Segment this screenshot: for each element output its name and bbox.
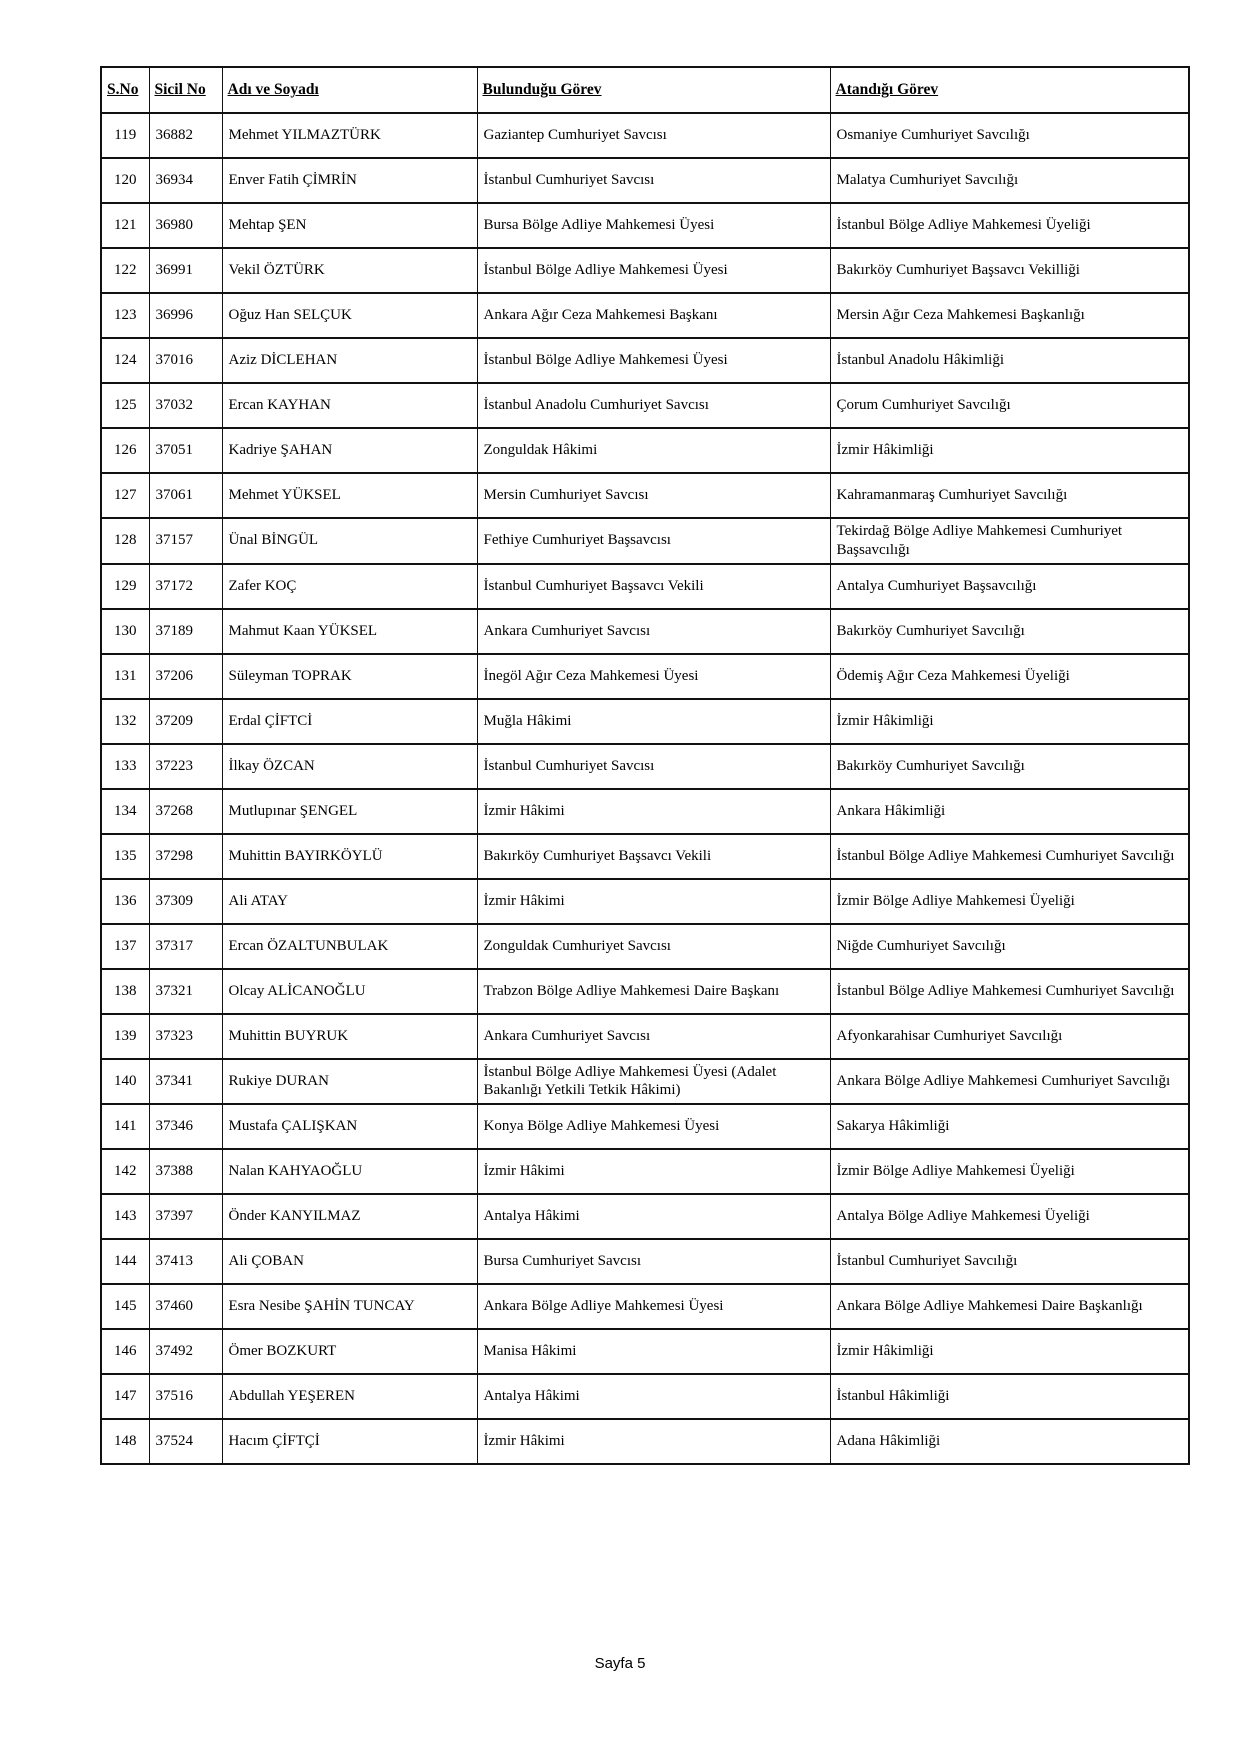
assigned-duty-cell: Çorum Cumhuriyet Savcılığı: [830, 383, 1189, 428]
table-row: [101, 293, 1189, 338]
registry-no-cell: 37206: [149, 654, 222, 699]
table-header-row: [101, 67, 1189, 113]
assigned-duty-cell: Kahramanmaraş Cumhuriyet Savcılığı: [830, 473, 1189, 518]
assigned-duty-cell: İzmir Bölge Adliye Mahkemesi Üyeliği: [830, 1149, 1189, 1194]
full-name-cell: Ercan KAYHAN: [222, 383, 477, 428]
registry-no-cell: 37189: [149, 609, 222, 654]
column-header-full-name: Adı ve Soyadı: [222, 67, 477, 113]
current-duty-cell: Mersin Cumhuriyet Savcısı: [477, 473, 830, 518]
full-name-cell: Zafer KOÇ: [222, 564, 477, 609]
current-duty-cell: Gaziantep Cumhuriyet Savcısı: [477, 113, 830, 158]
registry-no-cell: 36882: [149, 113, 222, 158]
current-duty-cell: İstanbul Bölge Adliye Mahkemesi Üyesi: [477, 248, 830, 293]
registry-no-cell: 37341: [149, 1059, 222, 1105]
full-name-cell: Esra Nesibe ŞAHİN TUNCAY: [222, 1284, 477, 1329]
full-name-cell: Abdullah YEŞEREN: [222, 1374, 477, 1419]
serial-no-cell: 133: [101, 744, 149, 789]
table-row: [101, 1419, 1189, 1464]
registry-no-cell: 37460: [149, 1284, 222, 1329]
registry-no-cell: 37321: [149, 969, 222, 1014]
assigned-duty-cell: Bakırköy Cumhuriyet Başsavcı Vekilliği: [830, 248, 1189, 293]
assigned-duty-cell: Antalya Cumhuriyet Başsavcılığı: [830, 564, 1189, 609]
table-row: [101, 1194, 1189, 1239]
column-header-serial-no: S.No: [101, 67, 149, 113]
current-duty-cell: Muğla Hâkimi: [477, 699, 830, 744]
current-duty-cell: İstanbul Cumhuriyet Savcısı: [477, 744, 830, 789]
full-name-cell: Mahmut Kaan YÜKSEL: [222, 609, 477, 654]
table-row: [101, 1284, 1189, 1329]
assigned-duty-cell: Osmaniye Cumhuriyet Savcılığı: [830, 113, 1189, 158]
registry-no-cell: 37061: [149, 473, 222, 518]
assigned-duty-cell: Bakırköy Cumhuriyet Savcılığı: [830, 744, 1189, 789]
registry-no-cell: 37413: [149, 1239, 222, 1284]
full-name-cell: Hacım ÇİFTÇİ: [222, 1419, 477, 1464]
assigned-duty-cell: Sakarya Hâkimliği: [830, 1104, 1189, 1149]
full-name-cell: Muhittin BUYRUK: [222, 1014, 477, 1059]
serial-no-cell: 127: [101, 473, 149, 518]
registry-no-cell: 37346: [149, 1104, 222, 1149]
serial-no-cell: 121: [101, 203, 149, 248]
serial-no-cell: 119: [101, 113, 149, 158]
serial-no-cell: 135: [101, 834, 149, 879]
serial-no-cell: 141: [101, 1104, 149, 1149]
registry-no-cell: 36991: [149, 248, 222, 293]
serial-no-cell: 139: [101, 1014, 149, 1059]
registry-no-cell: 37298: [149, 834, 222, 879]
serial-no-cell: 147: [101, 1374, 149, 1419]
current-duty-cell: Bakırköy Cumhuriyet Başsavcı Vekili: [477, 834, 830, 879]
full-name-cell: Enver Fatih ÇİMRİN: [222, 158, 477, 203]
assigned-duty-cell: İzmir Bölge Adliye Mahkemesi Üyeliği: [830, 879, 1189, 924]
assigned-duty-cell: İstanbul Bölge Adliye Mahkemesi Cumhuriyet Savcılığı: [830, 969, 1189, 1014]
table-row: [101, 744, 1189, 789]
current-duty-cell: Manisa Hâkimi: [477, 1329, 830, 1374]
full-name-cell: Süleyman TOPRAK: [222, 654, 477, 699]
current-duty-cell: Bursa Bölge Adliye Mahkemesi Üyesi: [477, 203, 830, 248]
serial-no-cell: 120: [101, 158, 149, 203]
assigned-duty-cell: Niğde Cumhuriyet Savcılığı: [830, 924, 1189, 969]
registry-no-cell: 37268: [149, 789, 222, 834]
current-duty-cell: Ankara Ağır Ceza Mahkemesi Başkanı: [477, 293, 830, 338]
current-duty-cell: İzmir Hâkimi: [477, 1149, 830, 1194]
full-name-cell: Vekil ÖZTÜRK: [222, 248, 477, 293]
serial-no-cell: 140: [101, 1059, 149, 1105]
table-row: [101, 969, 1189, 1014]
full-name-cell: Kadriye ŞAHAN: [222, 428, 477, 473]
full-name-cell: Erdal ÇİFTCİ: [222, 699, 477, 744]
full-name-cell: Muhittin BAYIRKÖYLÜ: [222, 834, 477, 879]
full-name-cell: Mehmet YILMAZTÜRK: [222, 113, 477, 158]
serial-no-cell: 124: [101, 338, 149, 383]
current-duty-cell: Zonguldak Hâkimi: [477, 428, 830, 473]
serial-no-cell: 145: [101, 1284, 149, 1329]
table-row: [101, 383, 1189, 428]
full-name-cell: Mehtap ŞEN: [222, 203, 477, 248]
table-row: [101, 338, 1189, 383]
full-name-cell: Mustafa ÇALIŞKAN: [222, 1104, 477, 1149]
full-name-cell: Ercan ÖZALTUNBULAK: [222, 924, 477, 969]
column-header-assigned-duty: Atandığı Görev: [830, 67, 1189, 113]
table-row: [101, 248, 1189, 293]
registry-no-cell: 37388: [149, 1149, 222, 1194]
registry-no-cell: 37016: [149, 338, 222, 383]
assigned-duty-cell: Ödemiş Ağır Ceza Mahkemesi Üyeliği: [830, 654, 1189, 699]
registry-no-cell: 37317: [149, 924, 222, 969]
table-row: [101, 158, 1189, 203]
registry-no-cell: 37309: [149, 879, 222, 924]
registry-no-cell: 37051: [149, 428, 222, 473]
serial-no-cell: 136: [101, 879, 149, 924]
table-row: [101, 113, 1189, 158]
assigned-duty-cell: Mersin Ağır Ceza Mahkemesi Başkanlığı: [830, 293, 1189, 338]
current-duty-cell: İstanbul Anadolu Cumhuriyet Savcısı: [477, 383, 830, 428]
assigned-duty-cell: İzmir Hâkimliği: [830, 428, 1189, 473]
serial-no-cell: 138: [101, 969, 149, 1014]
assigned-duty-cell: İstanbul Bölge Adliye Mahkemesi Cumhuriyet Savcılığı: [830, 834, 1189, 879]
table-row: [101, 518, 1189, 564]
table-row: [101, 473, 1189, 518]
table-row: [101, 1329, 1189, 1374]
current-duty-cell: İzmir Hâkimi: [477, 789, 830, 834]
assigned-duty-cell: Malatya Cumhuriyet Savcılığı: [830, 158, 1189, 203]
full-name-cell: Mehmet YÜKSEL: [222, 473, 477, 518]
assigned-duty-cell: Antalya Bölge Adliye Mahkemesi Üyeliği: [830, 1194, 1189, 1239]
current-duty-cell: İstanbul Bölge Adliye Mahkemesi Üyesi (Adalet Bakanlığı Yetkili Tetkik Hâkimi): [477, 1059, 830, 1105]
assigned-duty-cell: İstanbul Bölge Adliye Mahkemesi Üyeliği: [830, 203, 1189, 248]
assigned-duty-cell: Tekirdağ Bölge Adliye Mahkemesi Cumhuriyet Başsavcılığı: [830, 518, 1189, 564]
full-name-cell: Nalan KAHYAOĞLU: [222, 1149, 477, 1194]
table-row: [101, 879, 1189, 924]
current-duty-cell: İstanbul Bölge Adliye Mahkemesi Üyesi: [477, 338, 830, 383]
registry-no-cell: 37397: [149, 1194, 222, 1239]
current-duty-cell: Ankara Cumhuriyet Savcısı: [477, 1014, 830, 1059]
column-header-registry-no: Sicil No: [149, 67, 222, 113]
assigned-duty-cell: Bakırköy Cumhuriyet Savcılığı: [830, 609, 1189, 654]
registry-no-cell: 37032: [149, 383, 222, 428]
current-duty-cell: Ankara Cumhuriyet Savcısı: [477, 609, 830, 654]
serial-no-cell: 128: [101, 518, 149, 564]
registry-no-cell: 37492: [149, 1329, 222, 1374]
serial-no-cell: 123: [101, 293, 149, 338]
serial-no-cell: 137: [101, 924, 149, 969]
current-duty-cell: Trabzon Bölge Adliye Mahkemesi Daire Başkanı: [477, 969, 830, 1014]
table-row: [101, 1104, 1189, 1149]
serial-no-cell: 132: [101, 699, 149, 744]
registry-no-cell: 37209: [149, 699, 222, 744]
table-body: [101, 113, 1189, 1464]
table-row: [101, 1374, 1189, 1419]
full-name-cell: Ali ATAY: [222, 879, 477, 924]
serial-no-cell: 122: [101, 248, 149, 293]
current-duty-cell: İstanbul Cumhuriyet Başsavcı Vekili: [477, 564, 830, 609]
current-duty-cell: Fethiye Cumhuriyet Başsavcısı: [477, 518, 830, 564]
full-name-cell: İlkay ÖZCAN: [222, 744, 477, 789]
registry-no-cell: 36980: [149, 203, 222, 248]
assigned-duty-cell: İstanbul Anadolu Hâkimliği: [830, 338, 1189, 383]
full-name-cell: Aziz DİCLEHAN: [222, 338, 477, 383]
serial-no-cell: 144: [101, 1239, 149, 1284]
table-row: [101, 1149, 1189, 1194]
assigned-duty-cell: Afyonkarahisar Cumhuriyet Savcılığı: [830, 1014, 1189, 1059]
column-header-current-duty: Bulunduğu Görev: [477, 67, 830, 113]
table-row: [101, 924, 1189, 969]
current-duty-cell: İzmir Hâkimi: [477, 879, 830, 924]
full-name-cell: Ali ÇOBAN: [222, 1239, 477, 1284]
table-row: [101, 699, 1189, 744]
current-duty-cell: Ankara Bölge Adliye Mahkemesi Üyesi: [477, 1284, 830, 1329]
assigned-duty-cell: Adana Hâkimliği: [830, 1419, 1189, 1464]
serial-no-cell: 130: [101, 609, 149, 654]
table-row: [101, 1059, 1189, 1105]
registry-no-cell: 36996: [149, 293, 222, 338]
serial-no-cell: 125: [101, 383, 149, 428]
current-duty-cell: İnegöl Ağır Ceza Mahkemesi Üyesi: [477, 654, 830, 699]
table-row: [101, 1014, 1189, 1059]
serial-no-cell: 131: [101, 654, 149, 699]
assigned-duty-cell: Ankara Bölge Adliye Mahkemesi Cumhuriyet Savcılığı: [830, 1059, 1189, 1105]
registry-no-cell: 37157: [149, 518, 222, 564]
table-row: [101, 203, 1189, 248]
full-name-cell: Oğuz Han SELÇUK: [222, 293, 477, 338]
serial-no-cell: 146: [101, 1329, 149, 1374]
table-row: [101, 1239, 1189, 1284]
full-name-cell: Rukiye DURAN: [222, 1059, 477, 1105]
serial-no-cell: 142: [101, 1149, 149, 1194]
current-duty-cell: Antalya Hâkimi: [477, 1374, 830, 1419]
current-duty-cell: Konya Bölge Adliye Mahkemesi Üyesi: [477, 1104, 830, 1149]
table-row: [101, 654, 1189, 699]
full-name-cell: Ömer BOZKURT: [222, 1329, 477, 1374]
serial-no-cell: 134: [101, 789, 149, 834]
full-name-cell: Mutlupınar ŞENGEL: [222, 789, 477, 834]
assigned-duty-cell: Ankara Bölge Adliye Mahkemesi Daire Başkanlığı: [830, 1284, 1189, 1329]
registry-no-cell: 37323: [149, 1014, 222, 1059]
table-row: [101, 609, 1189, 654]
registry-no-cell: 37172: [149, 564, 222, 609]
current-duty-cell: İstanbul Cumhuriyet Savcısı: [477, 158, 830, 203]
current-duty-cell: İzmir Hâkimi: [477, 1419, 830, 1464]
assigned-duty-cell: İzmir Hâkimliği: [830, 699, 1189, 744]
serial-no-cell: 148: [101, 1419, 149, 1464]
registry-no-cell: 37516: [149, 1374, 222, 1419]
registry-no-cell: 37223: [149, 744, 222, 789]
assignment-table: [100, 66, 1190, 1465]
full-name-cell: Ünal BİNGÜL: [222, 518, 477, 564]
page-number-label: Sayfa 5: [594, 1655, 646, 1672]
registry-no-cell: 36934: [149, 158, 222, 203]
serial-no-cell: 143: [101, 1194, 149, 1239]
assigned-duty-cell: İstanbul Hâkimliği: [830, 1374, 1189, 1419]
serial-no-cell: 129: [101, 564, 149, 609]
assigned-duty-cell: İzmir Hâkimliği: [830, 1329, 1189, 1374]
current-duty-cell: Antalya Hâkimi: [477, 1194, 830, 1239]
table-row: [101, 428, 1189, 473]
current-duty-cell: Bursa Cumhuriyet Savcısı: [477, 1239, 830, 1284]
full-name-cell: Önder KANYILMAZ: [222, 1194, 477, 1239]
table-row: [101, 834, 1189, 879]
registry-no-cell: 37524: [149, 1419, 222, 1464]
assigned-duty-cell: İstanbul Cumhuriyet Savcılığı: [830, 1239, 1189, 1284]
table-row: [101, 564, 1189, 609]
table-row: [101, 789, 1189, 834]
assigned-duty-cell: Ankara Hâkimliği: [830, 789, 1189, 834]
full-name-cell: Olcay ALİCANOĞLU: [222, 969, 477, 1014]
current-duty-cell: Zonguldak Cumhuriyet Savcısı: [477, 924, 830, 969]
serial-no-cell: 126: [101, 428, 149, 473]
